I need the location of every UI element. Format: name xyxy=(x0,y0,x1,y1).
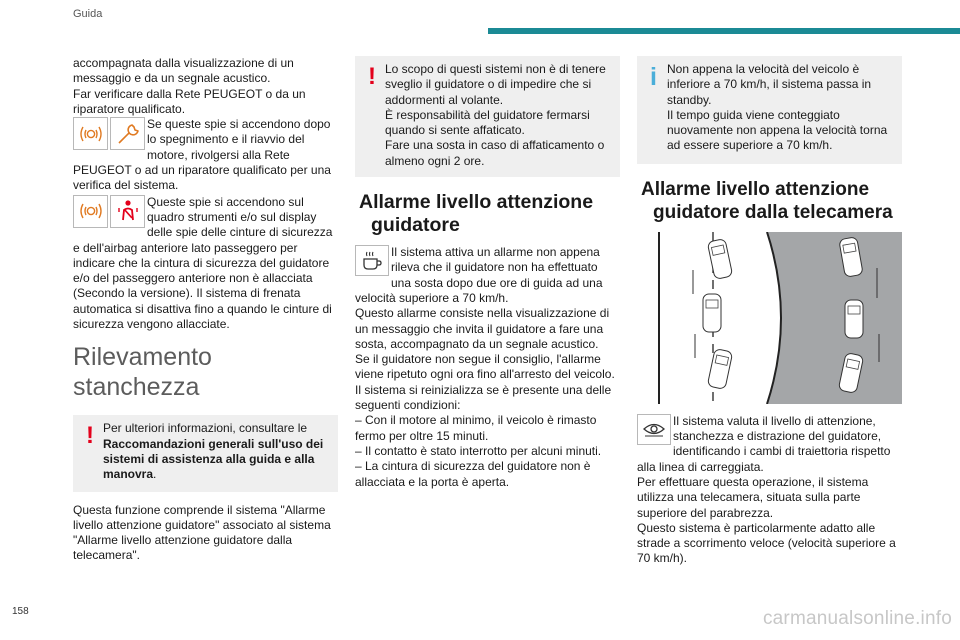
section-title: Guida xyxy=(73,8,103,20)
para4: Il sistema si reinizializza se è presente una delle seguenti condizioni: xyxy=(355,382,612,413)
section-heading xyxy=(641,178,902,224)
service-wrench-icon xyxy=(110,117,145,150)
collision-warning-icon xyxy=(73,195,108,228)
lane-drift-illustration xyxy=(637,232,902,404)
collision-warning-icon xyxy=(73,117,108,150)
intro-line: Far verificare dalla Rete PEUGEOT o da un xyxy=(73,86,306,101)
heading-line-1: Allarme livello attenzione xyxy=(641,178,870,200)
warning-line: Lo scopo di questi sistemi non è di tenere sveglio il guidatore o di impedire che si addormenti al volante. xyxy=(385,62,606,107)
heading-line-1: Allarme livello attenzione xyxy=(359,191,594,214)
heading-line-2: guidatore xyxy=(371,214,460,237)
para1: Il sistema attiva un allarme non appena rileva che il guidatore non ha effettuato una sosta dopo due ore di guida ad una velocità superiore a 70 km/h. xyxy=(355,245,603,305)
info-box xyxy=(637,56,902,164)
warning-icon: ! xyxy=(368,63,376,90)
warning-line: È responsabilità del guidatore fermarsi quando si sente affaticato. xyxy=(385,107,590,138)
section-heading xyxy=(359,191,620,237)
info-line: Non appena la velocità del veicolo è inferiore a 70 km/h, il sistema passa in standby. xyxy=(667,62,872,107)
para1: Il sistema valuta il livello di attenzione, stanchezza e distrazione del guidatore, identificando i cambi di traiettoria rispetto alla linea di carreggiata. xyxy=(637,413,891,474)
column-1 xyxy=(73,56,338,564)
condition-item: – Con il motore al minimo, il veicolo è rimasto fermo per oltre 15 minuti. xyxy=(355,413,597,443)
block2-text: Queste spie si accendono sul quadro strumenti e/o sul display delle spie delle cinture di sicurezza e dell'airbag anteriore lato passeggero per indicare che la cintura di sicurezza del guidatore e/o del passeggero anteriore non è allacciata (Secondo la versione). Il sistema di frenata automatica si disattiva fino a quando le cinture di sicurezza vengono allacciate. xyxy=(73,194,333,332)
warning-icon: ! xyxy=(86,422,94,450)
warning-link-text: Raccomandazioni generali sull'uso dei sistemi di assistenza alla guida e alla manovra xyxy=(103,436,324,482)
column-3 xyxy=(637,56,902,567)
warning-line: Fare una sosta in caso di affaticamento o almeno ogni 2 ore. xyxy=(385,138,605,168)
para3: Se il guidatore non segue il consiglio, l'allarme viene ripetuto ogni ora fino all'arresto del veicolo. xyxy=(355,352,615,382)
intro-line: riparatore qualificato. xyxy=(73,101,186,116)
para2: Questo allarme consiste nella visualizzazione di un messaggio che invita il guidatore a fare una sosta, accompagnato da un segnale acustico. xyxy=(355,306,610,351)
coffee-cup-icon xyxy=(355,245,389,276)
column-2 xyxy=(355,56,620,490)
driver-attention-icon xyxy=(637,414,671,445)
info-line: Il tempo guida viene conteggiato nuovamente non appena la velocità torna ad essere superiore a 70 km/h. xyxy=(667,107,888,153)
block1-text: Se queste spie si accendono dopo lo spegnimento e il riavvio del motore, rivolgersi alla Rete PEUGEOT o ad un riparatore qualificato per una verifica del sistema. xyxy=(73,117,331,193)
para2: Per effettuare questa operazione, il sistema utilizza una telecamera, situata sulla parte superiore del parabrezza. xyxy=(637,474,869,520)
intro-line: accompagnata dalla visualizzazione di un xyxy=(73,56,294,70)
warning-text-end: . xyxy=(153,467,157,482)
warning-lamps-block-2 xyxy=(73,195,338,333)
header-accent-bar xyxy=(488,28,960,34)
intro-line: messaggio e da un segnale acustico. xyxy=(73,71,271,86)
warning-text: Per ulteriori informazioni, consultare le xyxy=(103,421,308,436)
para3: Questo sistema è particolarmente adatto alle strade a scorrimento veloce (velocità superiore a 70 km/h). xyxy=(637,520,896,566)
condition-item: – Il contatto è stato interrotto per alcuni minuti. xyxy=(355,443,602,458)
warning-lamps-block-1 xyxy=(73,117,338,193)
section-heading: Rilevamento stanchezza xyxy=(73,343,212,402)
seatbelt-icon xyxy=(110,195,145,228)
watermark: carmanualsonline.info xyxy=(762,608,952,629)
warning-box xyxy=(355,56,620,177)
condition-item: – La cintura di sicurezza del guidatore non è allacciata e la porta è aperta. xyxy=(355,459,591,489)
outro-text: Questa funzione comprende il sistema "Allarme livello attenzione guidatore" associato al sistema "Allarme livello attenzione guidatore dalla telecamera". xyxy=(73,502,331,563)
warning-box xyxy=(73,415,338,491)
page-number: 158 xyxy=(12,606,29,617)
info-icon: i xyxy=(650,63,657,91)
heading-line-2: guidatore dalla telecamera xyxy=(653,201,893,223)
